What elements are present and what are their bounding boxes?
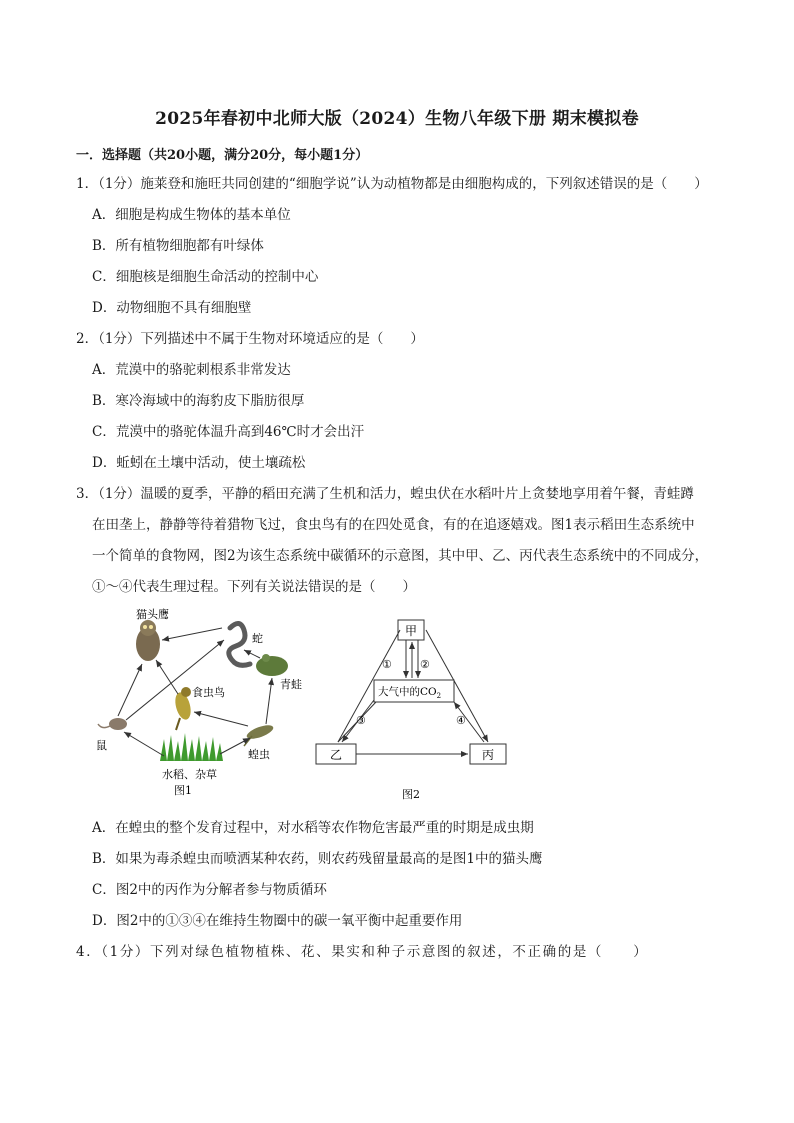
locust-icon <box>244 723 275 746</box>
question-3-stem-line-2: 在田垄上，静静等待着猎物飞过，食虫鸟有的在四处觅食，有的在追逐嬉戏。图1表示稻田生态系统中 <box>92 517 695 533</box>
mouse-icon <box>98 718 127 730</box>
label-locust: 蝗虫 <box>248 748 270 761</box>
q1-option-a: A．细胞是构成生物体的基本单位 <box>92 207 291 223</box>
mark-4: ④ <box>456 714 466 727</box>
label-jia: 甲 <box>405 624 418 638</box>
q3-option-a: A．在蝗虫的整个发育过程中，对水稻等农作物危害最严重的时期是成虫期 <box>92 820 534 836</box>
question-1-stem: 1．（1分）施莱登和施旺共同创建的“细胞学说”认为动植物都是由细胞构成的，下列叙述错误的是（ ） <box>76 176 708 192</box>
mark-2: ② <box>420 658 430 671</box>
label-yi: 乙 <box>330 748 343 762</box>
label-mouse: 鼠 <box>96 739 107 752</box>
q3-option-d: D．图2中的①③④在维持生物圈中的碳一氧平衡中起重要作用 <box>92 913 463 929</box>
question-2-stem: 2．（1分）下列描述中不属于生物对环境适应的是（ ） <box>76 331 424 347</box>
figure-1-caption: 图1 <box>174 784 192 797</box>
owl-icon <box>136 620 160 661</box>
question-3-stem-line-1: 3．（1分）温暖的夏季，平静的稻田充满了生机和活力，蝗虫伏在水稻叶片上贪婪地享用着午餐，青蛙蹲 <box>76 486 694 502</box>
figure-2-caption: 图2 <box>402 788 420 801</box>
label-owl: 猫头鹰 <box>136 608 169 621</box>
label-bing: 丙 <box>482 748 495 762</box>
label-plants: 水稻、杂草 <box>162 768 217 781</box>
question-3-stem-line-3: 一个简单的食物网，图2为该生态系统中碳循环的示意图，其中甲、乙、丙代表生态系统中的不同成分， <box>92 548 709 564</box>
q2-option-a: A．荒漠中的骆驼刺根系非常发达 <box>92 362 291 378</box>
label-bird: 食虫鸟 <box>192 686 225 699</box>
snake-icon <box>229 623 250 665</box>
figure-2-carbon-cycle <box>308 612 518 808</box>
label-frog: 青蛙 <box>280 678 302 691</box>
q2-option-d: D．蚯蚓在土壤中活动，使土壤疏松 <box>92 455 306 471</box>
label-snake: 蛇 <box>252 632 263 645</box>
q3-option-b: B．如果为毒杀蝗虫而喷洒某种农药，则农药残留量最高的是图1中的猫头鹰 <box>92 851 543 867</box>
section-heading: 一．选择题（共20小题，满分20分，每小题1分） <box>76 148 369 163</box>
q2-option-c: C．荒漠中的骆驼体温升高到46℃时才会出汗 <box>92 424 365 440</box>
q3-option-c: C．图2中的丙作为分解者参与物质循环 <box>92 882 327 898</box>
mark-3: ③ <box>356 714 366 727</box>
question-4-stem: 4．（1分）下列对绿色植物植株、花、果实和种子示意图的叙述，不正确的是（ ） <box>76 944 649 960</box>
q1-option-d: D．动物细胞不具有细胞壁 <box>92 300 252 316</box>
q1-option-c: C．细胞核是细胞生命活动的控制中心 <box>92 269 319 285</box>
frog-icon <box>256 654 288 676</box>
page-title: 2025年春初中北师大版（2024）生物八年级下册 期末模拟卷 <box>155 109 639 129</box>
question-3-stem-line-4: ①～④代表生理过程。下列有关说法错误的是（ ） <box>92 579 416 595</box>
q2-option-b: B．寒冷海域中的海豹皮下脂肪很厚 <box>92 393 305 409</box>
mark-1: ① <box>382 658 392 671</box>
q1-option-b: B．所有植物细胞都有叶绿体 <box>92 238 264 254</box>
bird-icon <box>173 687 194 730</box>
grass-icon <box>160 733 223 761</box>
label-atmosphere-co2: 大气中的$CO_2$ <box>378 686 442 700</box>
figure-1-food-web <box>90 606 310 806</box>
